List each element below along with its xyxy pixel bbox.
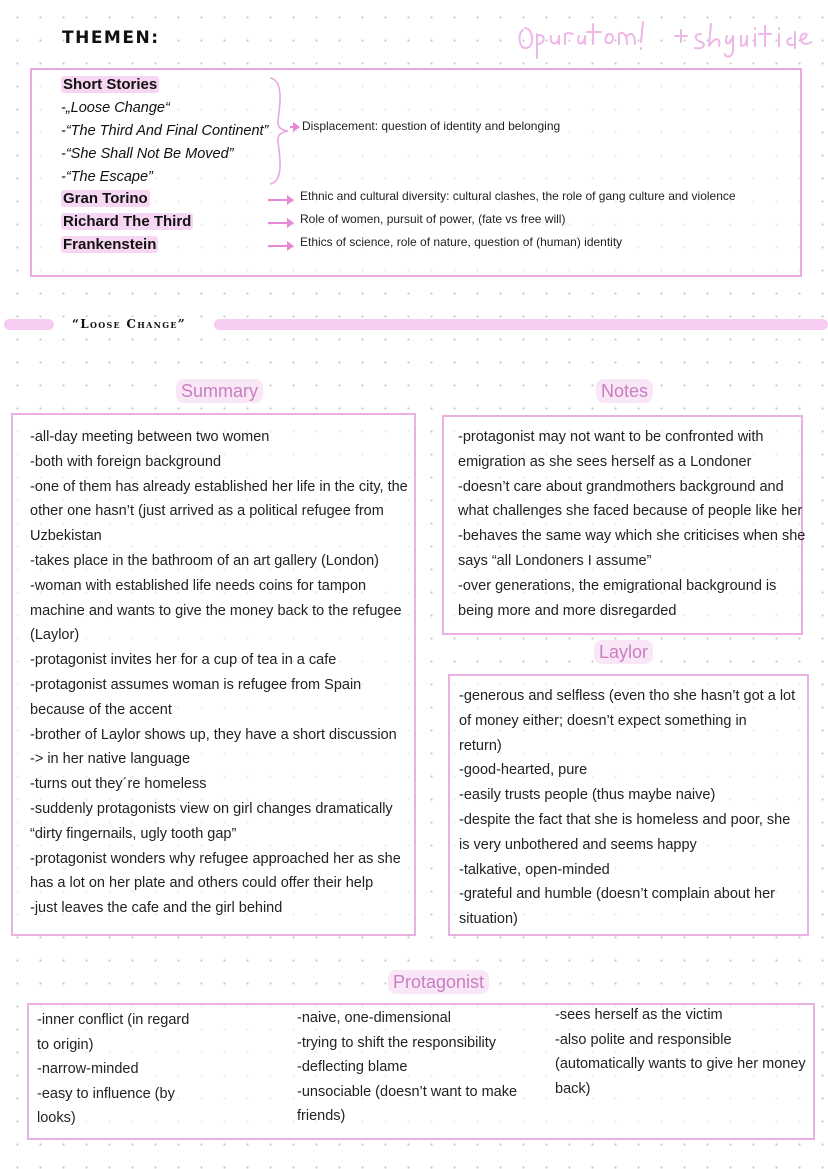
arrow-icon <box>290 126 298 128</box>
text-line: (automatically wants to give her money <box>555 1056 806 1072</box>
protagonist-heading: Protagonist <box>388 970 489 994</box>
text-line: -takes place in the bathroom of an art gallery (London) <box>30 552 380 569</box>
text-line: Uzbekistan <box>30 528 102 545</box>
text-line: -easily trusts people (thus maybe naive) <box>459 787 716 804</box>
text-line: -protagonist assumes woman is refugee from Spain <box>30 676 362 693</box>
protagonist-col-3 <box>555 1003 806 1101</box>
work-title: Richard The Third <box>63 213 192 230</box>
text-line: has a lot on her plate and others could offer their help <box>30 875 374 892</box>
work-theme: Role of women, pursuit of power, (fate vs free will) <box>300 212 566 226</box>
text-line: -grateful and humble (doesn’t complain about her <box>459 886 775 903</box>
text-line: -woman with established life needs coins for tampon <box>30 577 367 594</box>
text-line: friends) <box>297 1108 346 1124</box>
text-line: says “all Londoners I assume” <box>458 552 652 569</box>
text-line: -all-day meeting between two women <box>30 429 270 445</box>
text-line: -just leaves the cafe and the girl behind <box>30 900 283 917</box>
section-title: “Loose Change” <box>66 317 192 331</box>
text-line: -protagonist invites her for a cup of tea in a cafe <box>30 652 337 669</box>
notes-box <box>442 415 806 635</box>
text-line: -over generations, the emigrational background is <box>458 577 777 594</box>
text-line: -protagonist wonders why refugee approached her as she <box>30 850 401 867</box>
text-line: because of the accent <box>30 701 172 718</box>
text-line: -both with foreign background <box>30 453 222 470</box>
notes-text <box>458 425 805 623</box>
text-line: -> in her native language <box>30 751 191 768</box>
text-line: -sees herself as the victim <box>555 1007 723 1023</box>
text-line: return) <box>459 737 502 754</box>
text-line: -unsociable (doesn’t want to make <box>297 1083 518 1100</box>
work-title: Gran Torino <box>63 190 148 207</box>
arrow-icon <box>268 245 292 247</box>
text-line: -one of them has already established her life in the city, the <box>30 478 408 495</box>
text-line: looks) <box>37 1110 76 1126</box>
page-title: THEMEN: <box>62 28 160 48</box>
short-stories-theme: Displacement: question of identity and belonging <box>302 119 561 133</box>
text-line: -good-hearted, pure <box>459 762 588 779</box>
text-line: -generous and selfless (even tho she hasn’t got a lot <box>459 688 796 704</box>
handwritten-note <box>515 16 820 66</box>
divider-bar <box>214 319 828 330</box>
text-line: situation) <box>459 911 518 928</box>
story-item: -“The Escape” <box>61 169 153 185</box>
text-line: is very unbothered and seems happy <box>459 836 697 853</box>
laylor-heading: Laylor <box>594 640 653 664</box>
themes-box <box>30 68 802 277</box>
story-item: -“The Third And Final Continent” <box>61 123 269 139</box>
arrow-icon <box>268 199 292 201</box>
curly-brace <box>266 76 296 186</box>
text-line: other one hasn’t (just arrived as a political refugee from <box>30 503 384 520</box>
text-line: (Laylor) <box>30 627 80 644</box>
text-line: -talkative, open-minded <box>459 861 610 878</box>
work-title: Frankenstein <box>63 236 157 253</box>
summary-box <box>11 413 416 936</box>
text-line: of money either; doesn’t expect something in <box>459 712 747 729</box>
laylor-box <box>448 674 809 936</box>
text-line: what challenges she faced because of people like her <box>458 503 803 520</box>
story-item: -“She Shall Not Be Moved” <box>61 146 234 162</box>
text-line: -deflecting blame <box>297 1059 408 1075</box>
text-line: -doesn’t care about grandmothers background and <box>458 478 784 495</box>
notes-heading: Notes <box>596 379 653 403</box>
protagonist-col-2 <box>297 1006 517 1129</box>
text-line: -easy to influence (by <box>37 1085 175 1102</box>
protagonist-box <box>27 1003 815 1140</box>
text-line: -inner conflict (in regard <box>37 1012 190 1028</box>
divider-bar <box>4 319 54 330</box>
summary-text <box>30 425 408 921</box>
text-line: “dirty fingernails, ugly tooth gap” <box>30 825 237 842</box>
text-line: -naive, one-dimensional <box>297 1010 451 1026</box>
story-item: -„Loose Change“ <box>61 100 170 116</box>
laylor-text <box>459 684 795 932</box>
text-line: -turns out they´re homeless <box>30 776 207 793</box>
text-line: -also polite and responsible <box>555 1031 732 1048</box>
text-line: back) <box>555 1080 591 1097</box>
work-theme: Ethnic and cultural diversity: cultural clashes, the role of gang culture and violence <box>300 189 736 203</box>
text-line: -protagonist may not want to be confronted with <box>458 429 764 445</box>
protagonist-col-1 <box>37 1008 189 1131</box>
text-line: -behaves the same way which she criticises when she <box>458 528 806 545</box>
work-theme: Ethics of science, role of nature, question of (human) identity <box>300 235 623 249</box>
arrow-icon <box>268 222 292 224</box>
text-line: to origin) <box>37 1036 94 1053</box>
text-line: machine and wants to give the money back to the refugee <box>30 602 402 619</box>
text-line: -suddenly protagonists view on girl changes dramatically <box>30 800 393 817</box>
text-line: -brother of Laylor shows up, they have a short discussion <box>30 726 397 743</box>
text-line: emigration as she sees herself as a Londoner <box>458 453 752 470</box>
short-stories-label: Short Stories <box>63 76 158 93</box>
text-line: -despite the fact that she is homeless and poor, she <box>459 811 791 828</box>
summary-heading: Summary <box>176 379 263 403</box>
text-line: -trying to shift the responsibility <box>297 1034 497 1051</box>
text-line: being more and more disregarded <box>458 602 677 619</box>
section-divider <box>4 319 828 330</box>
text-line: -narrow-minded <box>37 1061 139 1077</box>
